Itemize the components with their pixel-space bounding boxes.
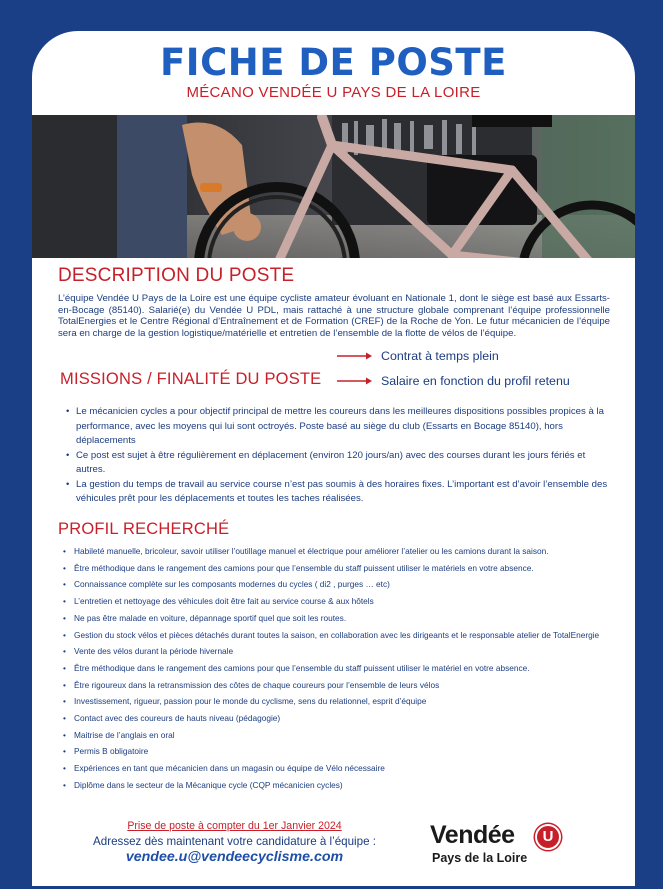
apply-instruction: Adressez dès maintenant votre candidature à l’équipe :: [93, 835, 376, 848]
list-item: • Vente des vélos durant la période hivernale: [62, 643, 622, 660]
list-item: • Gestion du stock vélos et pièces détachés durant toutes la saison, en collaboration avec les dirigeants et le responsable atelier de TotalEnergie: [62, 627, 622, 644]
list-item: • Être méthodique dans le rangement des camions pour que l’ensemble du staff puissent utiliser le matériels en votre absence.: [62, 560, 622, 577]
contract-highlight: [337, 349, 499, 363]
list-item: • La gestion du temps de travail au service course n’est pas soumis à des horaires fixes. L’important est d’avoir l’ensemble des véhicules prêt pour les déplacements et toutes les taches réalisées.: [66, 478, 612, 507]
list-item: • Être rigoureux dans la retransmission des côtes de chaque coureurs pour l’ensemble de leurs vélos: [62, 677, 622, 694]
list-item: • Diplôme dans le secteur de la Mécanique cycle (CQP mécanicien cycles): [62, 777, 622, 794]
arrow-right-icon: [337, 352, 373, 360]
page-title: FICHE DE POSTE: [160, 41, 507, 84]
contact-email-link[interactable]: vendee.u@vendeecyclisme.com: [125, 849, 344, 865]
header-photo: [32, 115, 635, 258]
start-date: Prise de poste à compter du 1er Janvier 2024: [127, 820, 342, 832]
list-item: • Ne pas être malade en voiture, dépannage sportif quel que soit les routes.: [62, 610, 622, 627]
list-item: • Maitrise de l’anglais en oral: [62, 727, 622, 744]
salary-highlight: [337, 374, 570, 388]
list-item: • Être méthodique dans le rangement des camions pour que l’ensemble du staff puissent utiliser le matériel en votre absence.: [62, 660, 622, 677]
logo-region: Pays de la Loire: [432, 851, 528, 865]
list-item: • Ce post est sujet à être régulièrement en déplacement (environ 120 jours/an) avec des courses durant les jours fériés et autres.: [66, 449, 612, 478]
job-sheet-card: [32, 31, 635, 886]
list-item: • Expériences en tant que mécanicien dans un magasin ou équipe de Vélo nécessaire: [62, 760, 622, 777]
list-item: • Investissement, rigueur, passion pour le monde du cyclisme, sens du relationnel, esprit d’équipe: [62, 693, 622, 710]
profil-heading: PROFIL RECHERCHÉ: [58, 520, 230, 538]
missions-list: [66, 405, 612, 507]
page-subtitle: MÉCANO VENDÉE U PAYS DE LA LOIRE: [186, 84, 481, 101]
logo-wordmark: Vendée: [430, 821, 515, 849]
missions-heading: MISSIONS / FINALITÉ DU POSTE: [60, 370, 322, 388]
list-item: • Connaissance complète sur les composants modernes du cycles ( di2 , purges … etc): [62, 576, 622, 593]
list-item: • L’entretien et nettoyage des véhicules doit être fait au service course & aux hôtels: [62, 593, 622, 610]
list-item: • Contact avec des coureurs de hauts niveau (pédagogie): [62, 710, 622, 727]
salary-text: Salaire en fonction du profil retenu: [381, 374, 570, 388]
list-item: • Habileté manuelle, bricoleur, savoir utiliser l’outillage manuel et électrique pour améliorer l’atelier ou les camions durant la saison.: [62, 543, 622, 560]
logo-u-badge: U: [535, 824, 561, 850]
contract-text: Contrat à temps plein: [381, 349, 499, 363]
description-paragraph: L’équipe Vendée U Pays de la Loire est une équipe cycliste amateur évoluant en Nationale 1, dont le siège est basé aux Essarts-en-Bocage (85140). Salarié(e) du Vendée U PDL, mais rattaché à une structure globale comprenant l’équipe professionnelle TotalEnergies et le Centre Régional d’Entraînement et de Formation (CREF) de la Roche de Yon. Le futur mécanicien de l’équipe sera en charge de la gestion logistique/matérielle et entretien de l’ensemble de la flotte de vélos de l’équipe.: [58, 293, 610, 339]
profil-list: [62, 543, 622, 794]
list-item: • Permis B obligatoire: [62, 743, 622, 760]
list-item: • Le mécanicien cycles a pour objectif principal de mettre les coureurs dans les meilleures dispositions possibles propices à la performance, avec les moyens qui lui sont octroyés. Poste basé au siège du club (Essarts en Bocage 85140), hors déplacements: [66, 405, 612, 449]
arrow-right-icon: [337, 377, 373, 385]
mechanic-bike-illustration: [32, 115, 635, 258]
description-heading: DESCRIPTION DU POSTE: [58, 265, 295, 286]
vendee-u-logo: [430, 821, 570, 871]
